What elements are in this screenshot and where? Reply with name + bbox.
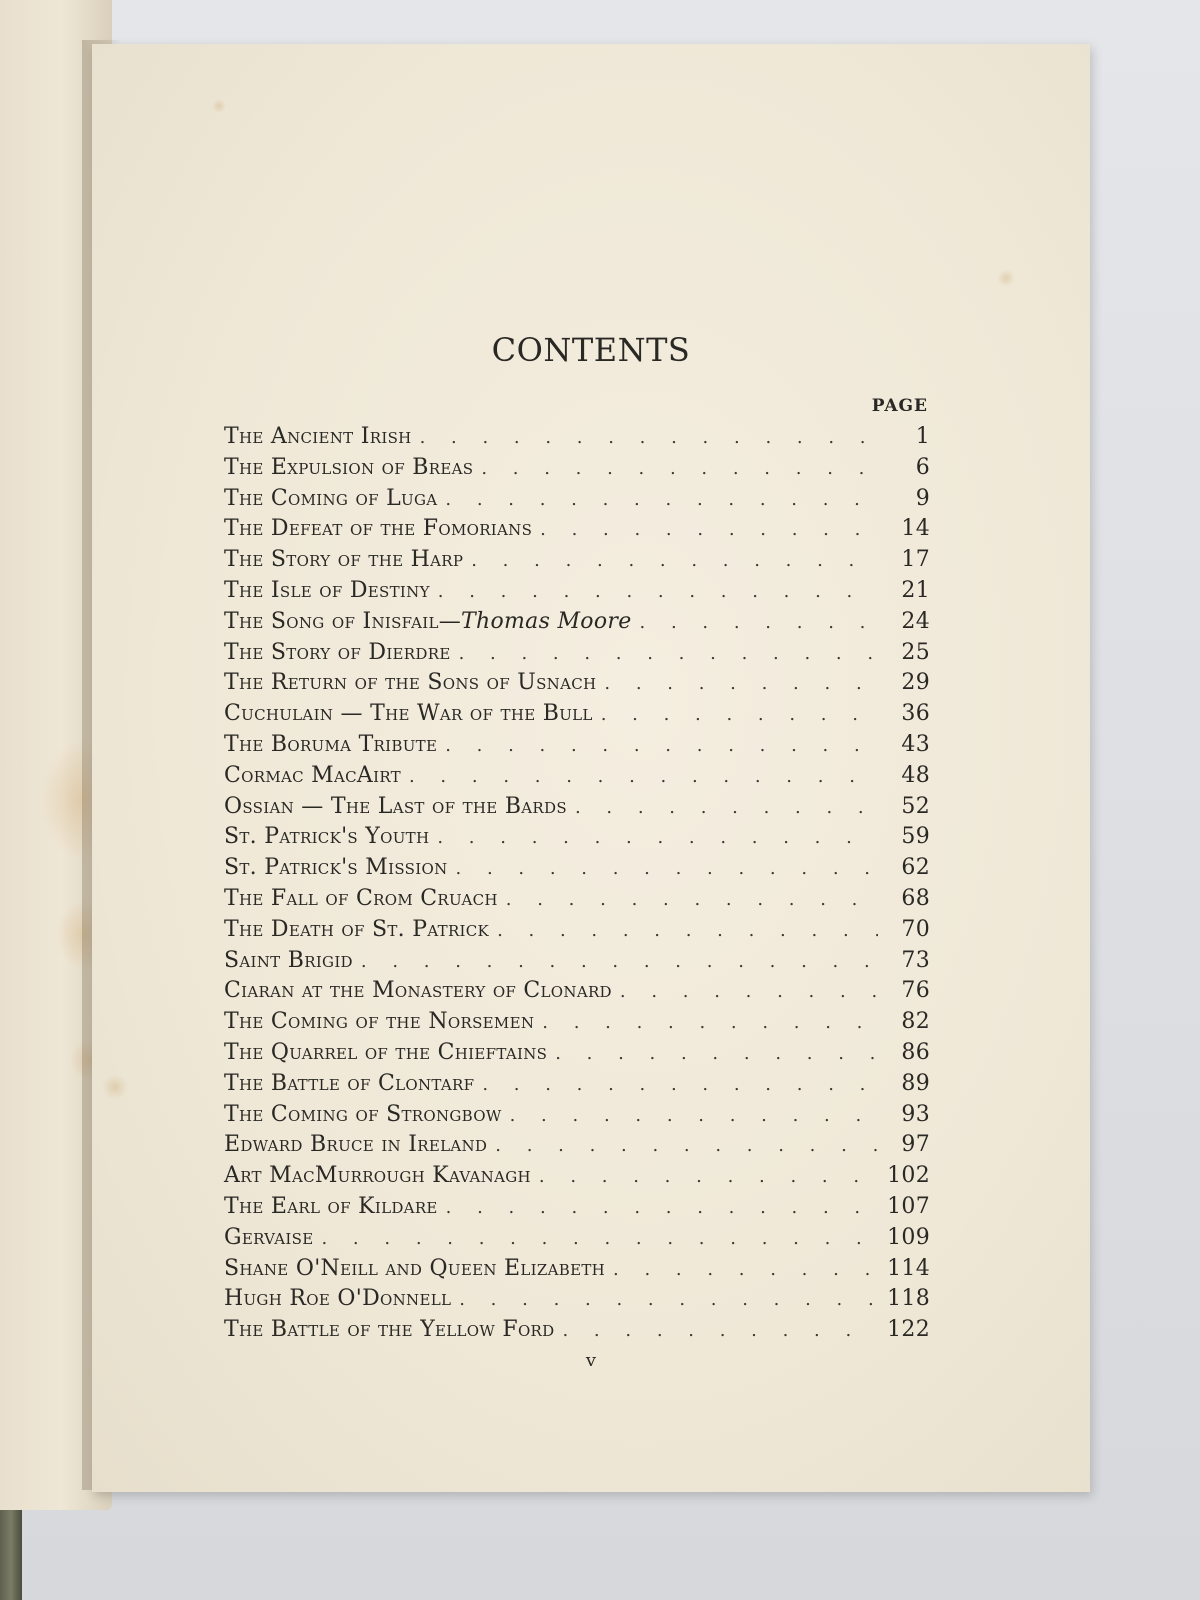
toc-entry-title: The Battle of Clontarf xyxy=(224,1070,475,1096)
toc-entry-page-number: 89 xyxy=(901,1070,930,1096)
toc-entry xyxy=(224,792,930,823)
dot-leader xyxy=(361,947,878,978)
toc-entry-page-number: 86 xyxy=(901,1039,930,1065)
toc-entry xyxy=(224,1192,930,1223)
toc-entry xyxy=(224,668,930,699)
dot-leader xyxy=(437,823,878,854)
toc-entry-title: The Earl of Kildare xyxy=(224,1193,438,1219)
dot-leader xyxy=(438,577,878,608)
toc-entry-page-number: 62 xyxy=(901,855,930,881)
toc-entry-title: The Expulsion of Breas xyxy=(224,454,474,480)
toc-entry-page-number: 59 xyxy=(901,824,930,850)
toc-entry xyxy=(224,1038,930,1069)
dot-leader xyxy=(601,700,878,731)
toc-entry xyxy=(224,484,930,515)
dot-leader xyxy=(482,1070,878,1101)
toc-entry-title: Art MacMurrough Kavanagh xyxy=(224,1163,531,1189)
toc-entry-title: The Coming of Luga xyxy=(224,485,438,511)
dot-leader xyxy=(409,762,878,793)
toc-entry-page-number: 122 xyxy=(887,1317,930,1343)
dot-leader xyxy=(321,1224,878,1255)
toc-entry xyxy=(224,1315,930,1346)
toc-entry xyxy=(224,422,930,453)
dot-leader xyxy=(555,1039,878,1070)
toc-entry-title: The Song of Inisfail— xyxy=(224,608,462,634)
toc-entry-page-number: 17 xyxy=(901,547,930,573)
toc-entry-page-number: 109 xyxy=(887,1224,930,1250)
toc-entry-author: Thomas Moore xyxy=(461,608,632,634)
toc-entry-title: Cormac MacAirt xyxy=(224,762,401,788)
toc-entry-title: Hugh Roe O'Donnell xyxy=(224,1286,452,1312)
toc-entry-title: The Return of the Sons of Usnach xyxy=(224,670,597,696)
dot-leader xyxy=(539,1162,878,1193)
toc-entry xyxy=(224,1007,930,1038)
toc-entry-page-number: 43 xyxy=(901,731,930,757)
toc-entry-page-number: 118 xyxy=(887,1286,930,1312)
toc-entry xyxy=(224,1130,930,1161)
toc-entry xyxy=(224,1284,930,1315)
toc-entry-title: The Coming of the Norsemen xyxy=(224,1009,535,1035)
toc-entry xyxy=(224,822,930,853)
toc-entry-title: The Boruma Tribute xyxy=(224,731,438,757)
toc-entry xyxy=(224,1069,930,1100)
dot-leader xyxy=(446,1193,878,1224)
toc-entry xyxy=(224,1223,930,1254)
toc-entry xyxy=(224,761,930,792)
toc-entry xyxy=(224,545,930,576)
toc-entry-title: The Defeat of the Fomorians xyxy=(224,516,533,542)
toc-entry-title: The Fall of Crom Cruach xyxy=(224,885,498,911)
toc-entry xyxy=(224,1100,930,1131)
dot-leader xyxy=(420,423,878,454)
dot-leader xyxy=(540,515,878,546)
dot-leader xyxy=(562,1316,878,1347)
toc-entry-page-number: 21 xyxy=(901,577,930,603)
toc-entry xyxy=(224,915,930,946)
toc-entry-page-number: 25 xyxy=(901,639,930,665)
toc-entry-title: Saint Brigid xyxy=(224,947,353,973)
toc-entry-page-number: 97 xyxy=(901,1132,930,1158)
toc-entry-page-number: 29 xyxy=(901,670,930,696)
page-folio: v xyxy=(585,1350,597,1371)
toc-entry-page-number: 68 xyxy=(901,885,930,911)
toc-entry-page-number: 102 xyxy=(887,1163,930,1189)
toc-entry xyxy=(224,607,930,638)
dot-leader xyxy=(640,608,878,639)
toc-entry-page-number: 6 xyxy=(915,454,930,480)
toc-entry xyxy=(224,1254,930,1285)
toc-entry-page-number: 9 xyxy=(915,485,930,511)
toc-entry-page-number: 36 xyxy=(901,701,930,727)
dot-leader xyxy=(445,731,878,762)
toc-entry xyxy=(224,699,930,730)
dot-leader xyxy=(510,1101,878,1132)
toc-entry xyxy=(224,853,930,884)
toc-entry-title: The Story of the Harp xyxy=(224,547,464,573)
dot-leader xyxy=(497,916,878,947)
toc-entry-page-number: 24 xyxy=(901,608,930,634)
dot-leader xyxy=(459,639,878,670)
toc-entry-title: St. Patrick's Mission xyxy=(224,855,448,881)
dot-leader xyxy=(620,977,878,1008)
dot-leader xyxy=(495,1131,878,1162)
toc-entry xyxy=(224,884,930,915)
toc-entry xyxy=(224,1161,930,1192)
toc-entry-page-number: 70 xyxy=(901,916,930,942)
dot-leader xyxy=(459,1285,878,1316)
toc-entry-title: Ossian — The Last of the Bards xyxy=(224,793,567,819)
toc-entry-page-number: 82 xyxy=(901,1009,930,1035)
toc-entry-title: Shane O'Neill and Queen Elizabeth xyxy=(224,1255,606,1281)
toc-entry xyxy=(224,638,930,669)
dot-leader xyxy=(506,885,878,916)
dot-leader xyxy=(471,546,878,577)
toc-entry-title: The Isle of Destiny xyxy=(224,577,430,603)
toc-entry xyxy=(224,514,930,545)
contents-page xyxy=(92,44,1090,1492)
dot-leader xyxy=(613,1255,878,1286)
contents-heading: CONTENTS xyxy=(491,331,691,369)
toc-entry xyxy=(224,453,930,484)
toc-entry-page-number: 1 xyxy=(915,424,930,449)
toc-entry xyxy=(224,976,930,1007)
toc-entry-title: Cuchulain — The War of the Bull xyxy=(224,701,593,727)
toc-entry-title: Gervaise xyxy=(224,1224,314,1250)
toc-entry-title: The Quarrel of the Chieftains xyxy=(224,1039,548,1065)
dot-leader xyxy=(456,854,879,885)
toc-entry-title: The Battle of the Yellow Ford xyxy=(224,1317,555,1343)
toc-entry-page-number: 52 xyxy=(901,793,930,819)
toc-entry xyxy=(224,576,930,607)
toc-entry-title: The Death of St. Patrick xyxy=(224,916,490,942)
toc-entry xyxy=(224,730,930,761)
toc-entry-page-number: 76 xyxy=(901,978,930,1004)
dot-leader xyxy=(445,485,878,516)
page-column-label: PAGE xyxy=(871,396,928,416)
toc-entry-page-number: 73 xyxy=(901,947,930,973)
contents-list xyxy=(224,422,930,1346)
toc-entry-title: St. Patrick's Youth xyxy=(224,824,430,850)
toc-entry xyxy=(224,946,930,977)
toc-entry-title: Ciaran at the Monastery of Clonard xyxy=(224,978,612,1004)
dot-leader xyxy=(481,454,878,485)
toc-entry-title: The Story of Dierdre xyxy=(224,639,451,665)
dot-leader xyxy=(575,793,878,824)
toc-entry-title: Edward Bruce in Ireland xyxy=(224,1132,488,1158)
toc-entry-page-number: 48 xyxy=(901,762,930,788)
toc-entry-page-number: 14 xyxy=(901,516,930,542)
toc-entry-title: The Coming of Strongbow xyxy=(224,1101,502,1127)
toc-entry-page-number: 114 xyxy=(887,1255,930,1281)
dot-leader xyxy=(542,1008,878,1039)
toc-entry-page-number: 93 xyxy=(901,1101,930,1127)
toc-entry-page-number: 107 xyxy=(887,1193,930,1219)
dot-leader xyxy=(604,669,878,700)
toc-entry-title: The Ancient Irish xyxy=(224,424,412,449)
